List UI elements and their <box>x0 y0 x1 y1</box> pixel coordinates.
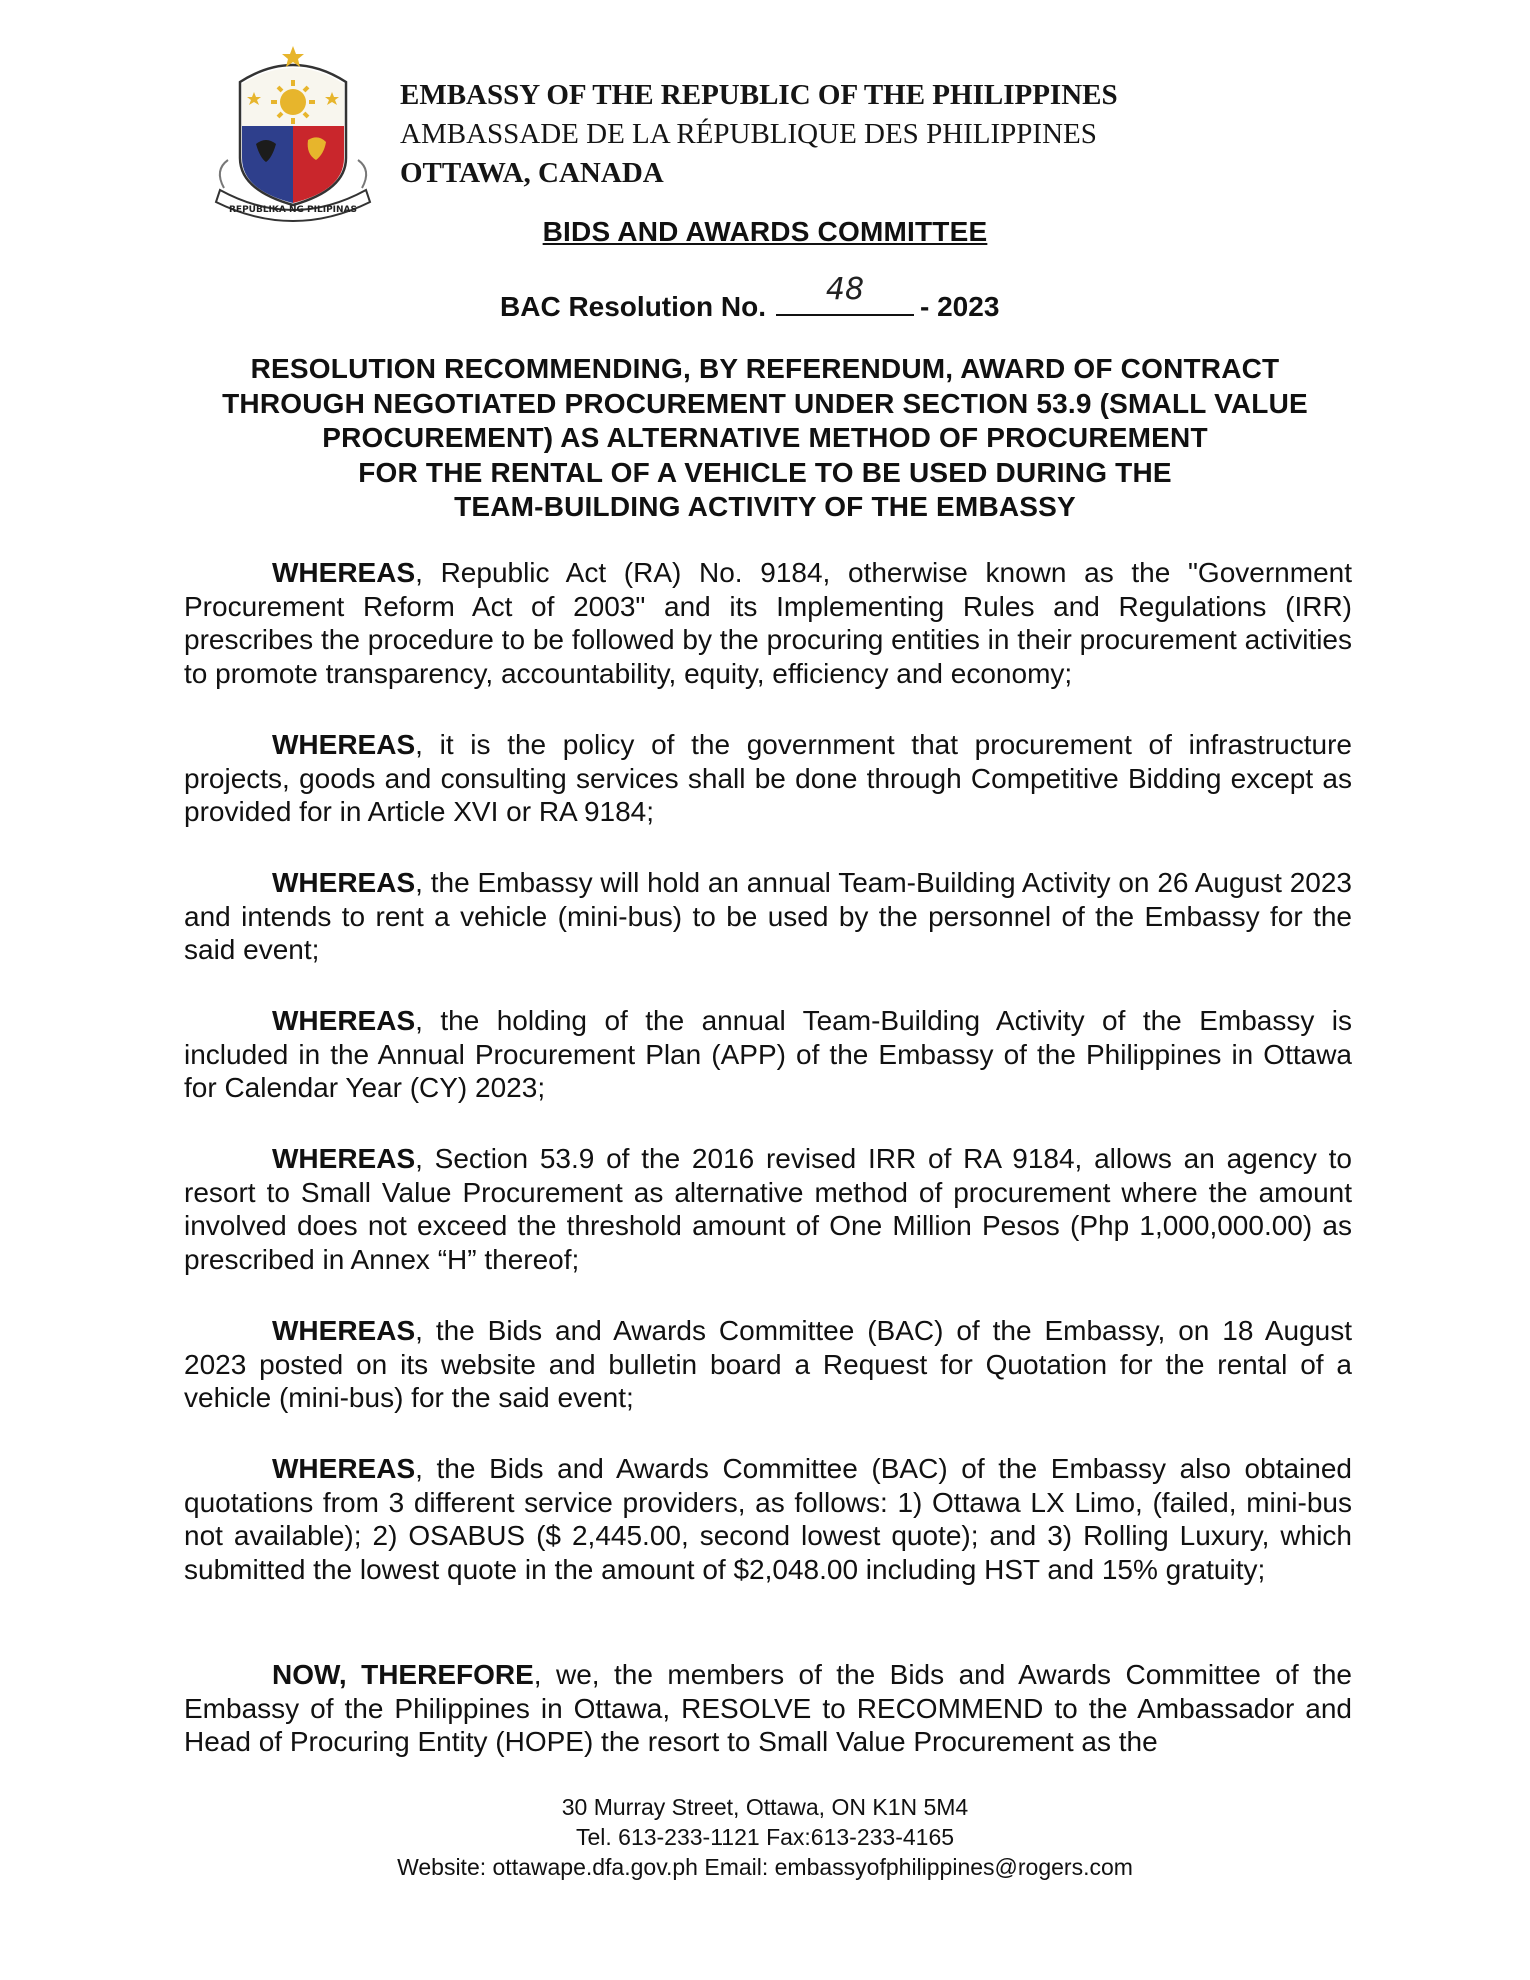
title-line: FOR THE RENTAL OF A VEHICLE TO BE USED DURING THE <box>358 456 1172 488</box>
resolve-paragraph: NOW, THEREFORE, we, the members of the Bids and Awards Committee of the Embassy of the Philippines in Ottawa, RESOLVE to RECOMMEND to the Ambassador and Head of Procuring Entity (HOPE) the resort to Small Value Procurement as the <box>184 1659 1352 1757</box>
committee-heading: BIDS AND AWARDS COMMITTEE <box>542 216 988 247</box>
title-line: TEAM-BUILDING ACTIVITY OF THE EMBASSY <box>454 491 1076 522</box>
whereas-paragraph-4: WHEREAS, the holding of the annual Team-Building Activity of the Embassy is included in the Annual Procurement Plan (APP) of the Embassy of the Philippines in Ottawa for Calendar Year (CY) 2023; <box>184 1005 1352 1103</box>
embassy-name-en: EMBASSY OF THE REPUBLIC OF THE PHILIPPINES <box>400 79 1118 111</box>
title-line: PROCUREMENT) AS ALTERNATIVE METHOD OF PROCUREMENT <box>322 422 1208 453</box>
embassy-name-fr: AMBASSADE DE LA RÉPUBLIQUE DES PHILIPPINES <box>400 118 1097 150</box>
svg-text:REPUBLIKA NG PILIPINAS: REPUBLIKA NG PILIPINAS <box>228 205 358 215</box>
whereas-paragraph-3: WHEREAS, the Embassy will hold an annual Team-Building Activity on 26 August 2023 and intends to rent a vehicle (mini-bus) to be used by the personnel of the Embassy for the said event; <box>184 867 1352 965</box>
letterhead <box>400 76 1118 193</box>
whereas-paragraph-5: WHEREAS, Section 53.9 of the 2016 revised IRR of RA 9184, allows an agency to resort to Small Value Procurement as alternative method of procurement where the amount involved does not exceed the threshold amount of One Million Pesos (Php 1,000,000.00) as prescribed in Annex “H” thereof; <box>184 1143 1352 1275</box>
footer-phone: Tel. 613-233-1121 Fax:613-233-4165 <box>575 1824 955 1850</box>
philippine-seal-icon <box>208 40 378 230</box>
resolution-number-line <box>500 272 1000 323</box>
resolution-title <box>150 352 1380 525</box>
title-line: RESOLUTION RECOMMENDING, BY REFERENDUM, AWARD OF CONTRACT <box>250 353 1280 384</box>
whereas-paragraph-2: WHEREAS, it is the policy of the government that procurement of infrastructure projects, goods and consulting services shall be done through Competitive Bidding except as provided for in Article XVI or RA 9184; <box>184 729 1352 827</box>
whereas-paragraph-6: WHEREAS, the Bids and Awards Committee (BAC) of the Embassy, on 18 August 2023 posted on its website and bulletin board a Request for Quotation for the rental of a vehicle (mini-bus) for the said event; <box>184 1315 1352 1413</box>
whereas-paragraph-1: WHEREAS, Republic Act (RA) No. 9184, otherwise known as the "Government Procurement Reform Act of 2003" and its Implementing Rules and Regulations (IRR) prescribes the procedure to be followed by the procuring entities in their procurement activities to promote transparency, accountability, equity, efficiency and economy; <box>184 557 1352 689</box>
resolution-number-blank <box>776 272 914 316</box>
title-line: THROUGH NEGOTIATED PROCUREMENT UNDER SECTION 53.9 (SMALL VALUE <box>222 387 1308 419</box>
footer-address: 30 Murray Street, Ottawa, ON K1N 5M4 <box>561 1794 969 1820</box>
resolution-prefix: BAC Resolution No. <box>500 291 766 322</box>
footer-contact <box>0 1792 1530 1882</box>
resolution-year: - 2023 <box>920 291 1000 322</box>
resolution-number-handwritten: 48 <box>825 272 865 307</box>
footer-web: Website: ottawape.dfa.gov.ph Email: embassyofphilippines@rogers.com <box>397 1854 1133 1880</box>
whereas-paragraph-7: WHEREAS, the Bids and Awards Committee (BAC) of the Embassy also obtained quotations from 3 different service providers, as follows: 1) Ottawa LX Limo, (failed, mini-bus not available); 2) OSABUS ($ 2,445.00, second lowest quote); and 3) Rolling Luxury, which submitted the lowest quote in the amount of $2,048.00 including HST and 15% gratuity; <box>184 1453 1352 1585</box>
embassy-city: OTTAWA, CANADA <box>400 157 664 189</box>
